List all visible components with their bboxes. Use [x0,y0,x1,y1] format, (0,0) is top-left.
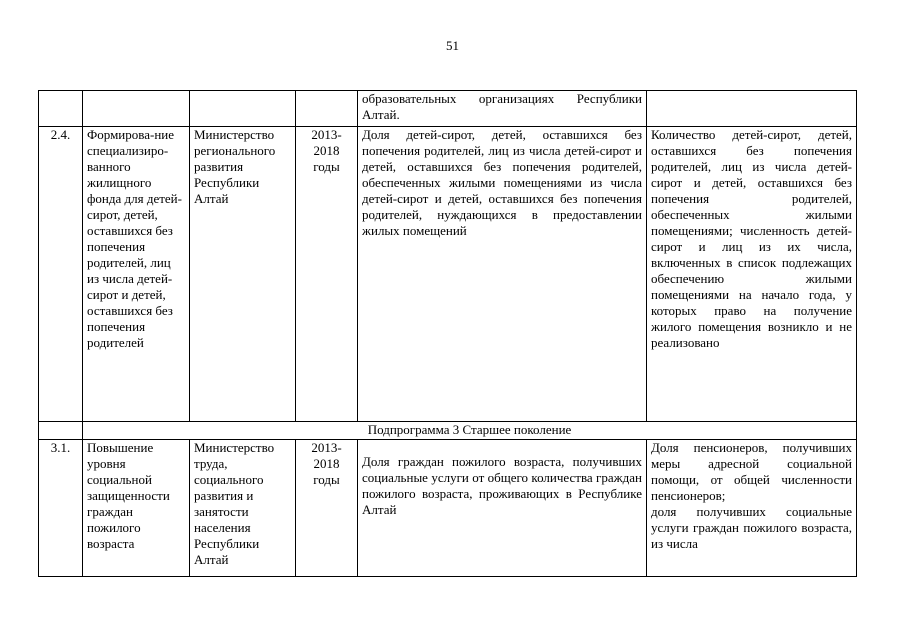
measures-cell: Количество детей-сирот, детей, оставшихся без попечения родителей, лиц из числа детей- сирот и детей, оставшихся без попечения родителей, обеспеченных жилыми помещениями; численность детей-сирот и лиц из их числа, включенных в список подлежащих обеспечению жилыми помещениями на начало года, у которых право на получение жилого помещения возникло и не реализовано [647,127,857,422]
measures-part-a: Доля пенсионеров, получивших меры адресной социальной помощи, от общей численности пенсионеров; [651,440,852,503]
measures-part-b: доля получивших социальные услуги граждан пожилого возраста, из числа [651,504,852,551]
years-cell: 2013-2018 годы [296,440,358,577]
cell-indicator-continued: образовательных организациях Республики Алтай. [358,91,647,127]
activity-cell: Формирова-ние специализиро-ванного жилищного фонда для детей-сирот, детей, оставшихся без попечения родителей, лиц из числа детей- сирот и детей, оставшихся без попечения родителей [83,127,190,422]
row-number: 2.4. [39,127,83,422]
cell-years-empty [296,91,358,127]
indicator-cell: Доля детей-сирот, детей, оставшихся без попечения родителей, лиц из числа детей-сирот и детей, оставшихся без попечения родителей, обеспеченных жилыми помещениями из числа детей-сирот и детей, оставшихся без попечения родителей, нуждающихся в предоставлении жилых помещений [358,127,647,422]
page-number: 51 [446,38,459,53]
cell-activity-empty [83,91,190,127]
activity-cell: Повышение уровня социальной защищенности граждан пожилого возраста [83,440,190,577]
subprogram-title: Подпрограмма 3 Старшее поколение [83,422,857,440]
table-row-3-1 [39,440,857,577]
years-cell: 2013-2018 годы [296,127,358,422]
indicator-cell: Доля граждан пожилого возраста, получивших социальные услуги от общего количества граждан пожилого возраста, проживающих в Республике Алтай [358,440,647,577]
table-row-continued [39,91,857,127]
cell-measures-empty [647,91,857,127]
program-table [38,90,857,577]
executor-cell: Министерство труда, социального развития и занятости населения Республики Алтай [190,440,296,577]
measures-cell [647,440,857,577]
executor-cell: Министерство регионального развития Республики Алтай [190,127,296,422]
row-number: 3.1. [39,440,83,577]
cell-num-empty [39,422,83,440]
cell-executor-empty [190,91,296,127]
cell-num-empty [39,91,83,127]
table-row-subprogram [39,422,857,440]
table-row-2-4 [39,127,857,422]
